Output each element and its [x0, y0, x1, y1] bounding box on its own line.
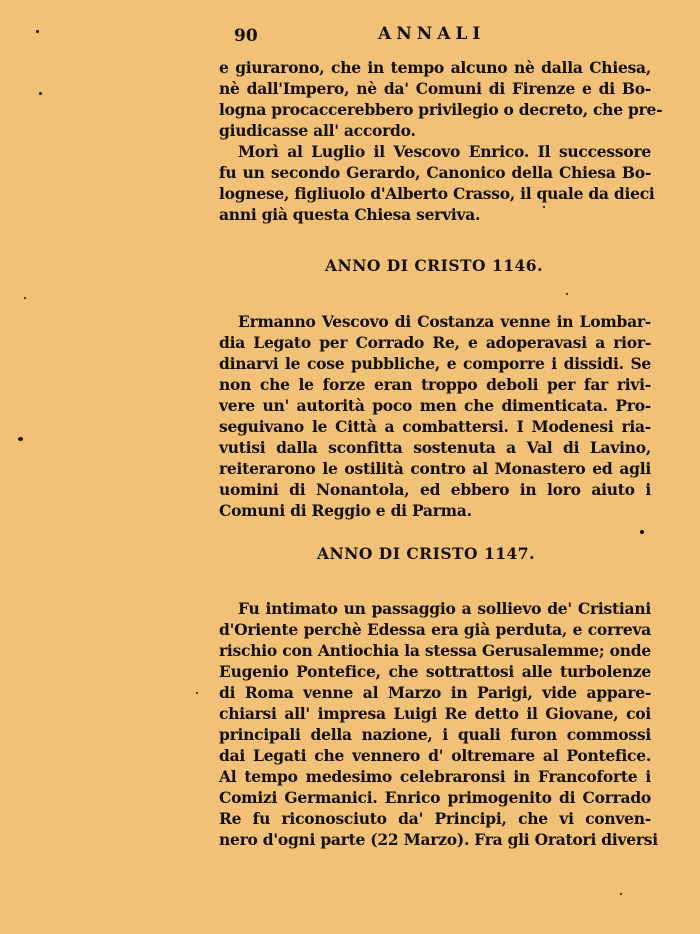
scan-speck: [566, 293, 568, 295]
text-line: Fu intimato un passaggio a sollievo de' Cristiani: [238, 599, 651, 618]
scan-speck: [24, 297, 26, 299]
text-line: nè dall'Impero, nè da' Comuni di Firenze e di Bo-: [219, 79, 651, 98]
text-line: Comuni di Reggio e di Parma.: [219, 501, 472, 520]
section-heading-1147: ANNO DI CRISTO 1147.: [317, 544, 535, 563]
text-line: lognese, figliuolo d'Alberto Crasso, il quale da dieci: [219, 184, 655, 203]
text-line: Al tempo medesimo celebraronsi in Francoforte i: [219, 767, 651, 786]
scan-speck: [543, 206, 545, 208]
text-line: nero d'ogni parte (22 Marzo). Fra gli Oratori diversi: [219, 830, 658, 849]
text-line: seguivano le Città a combattersi. I Modenesi ria-: [219, 417, 651, 436]
text-line: non che le forze eran troppo deboli per far rivi-: [219, 375, 651, 394]
page-header: [218, 22, 658, 46]
running-head: ANNALI: [378, 24, 486, 44]
scan-speck: [39, 92, 42, 95]
text-line: dinarvi le cose pubbliche, e comporre i dissidi. Se: [219, 354, 651, 373]
text-line: fu un secondo Gerardo, Canonico della Chiesa Bo-: [219, 163, 651, 182]
text-line: e giurarono, che in tempo alcuno nè dalla Chiesa,: [219, 58, 651, 77]
scan-speck: [196, 692, 198, 694]
text-line: rischio con Antiochia la stessa Gerusalemme; onde: [219, 641, 651, 660]
page-number: 90: [234, 26, 258, 46]
text-line: Ermanno Vescovo di Costanza venne in Lombar-: [238, 312, 651, 331]
scan-speck: [36, 30, 39, 33]
section-heading-1146: ANNO DI CRISTO 1146.: [325, 256, 543, 275]
text-line: anni già questa Chiesa serviva.: [219, 205, 481, 224]
text-line: d'Oriente perchè Edessa era già perduta, e correva: [219, 620, 651, 639]
text-line: reiterarono le ostilità contro al Monastero ed agli: [219, 459, 651, 478]
text-line: dia Legato per Corrado Re, e adoperavasi a rior-: [219, 333, 651, 352]
text-line: dai Legati che vennero d' oltremare al Pontefice.: [219, 746, 651, 765]
text-line: logna procaccerebbero privilegio o decreto, che pre-: [219, 100, 663, 119]
text-line: vutisi dalla sconfitta sostenuta a Val di Lavino,: [219, 438, 651, 457]
text-line: Comizi Germanici. Enrico primogenito di Corrado: [219, 788, 651, 807]
text-line: giudicasse all' accordo.: [219, 121, 416, 140]
scan-speck: [640, 530, 644, 534]
text-line: uomini di Nonantola, ed ebbero in loro aiuto i: [219, 480, 651, 499]
text-line: principali della nazione, i quali furon commossi: [219, 725, 651, 744]
scan-speck: [18, 437, 23, 441]
text-line: Re fu riconosciuto da' Principi, che vi conven-: [219, 809, 651, 828]
text-line: Morì al Luglio il Vescovo Enrico. Il successore: [238, 142, 651, 161]
text-line: vere un' autorità poco men che dimenticata. Pro-: [219, 396, 651, 415]
text-line: Eugenio Pontefice, che sottrattosi alle turbolenze: [219, 662, 651, 681]
text-line: di Roma venne al Marzo in Parigi, vide appare-: [219, 683, 651, 702]
scan-speck: [620, 893, 622, 895]
text-line: chiarsi all' impresa Luigi Re detto il Giovane, coi: [219, 704, 651, 723]
